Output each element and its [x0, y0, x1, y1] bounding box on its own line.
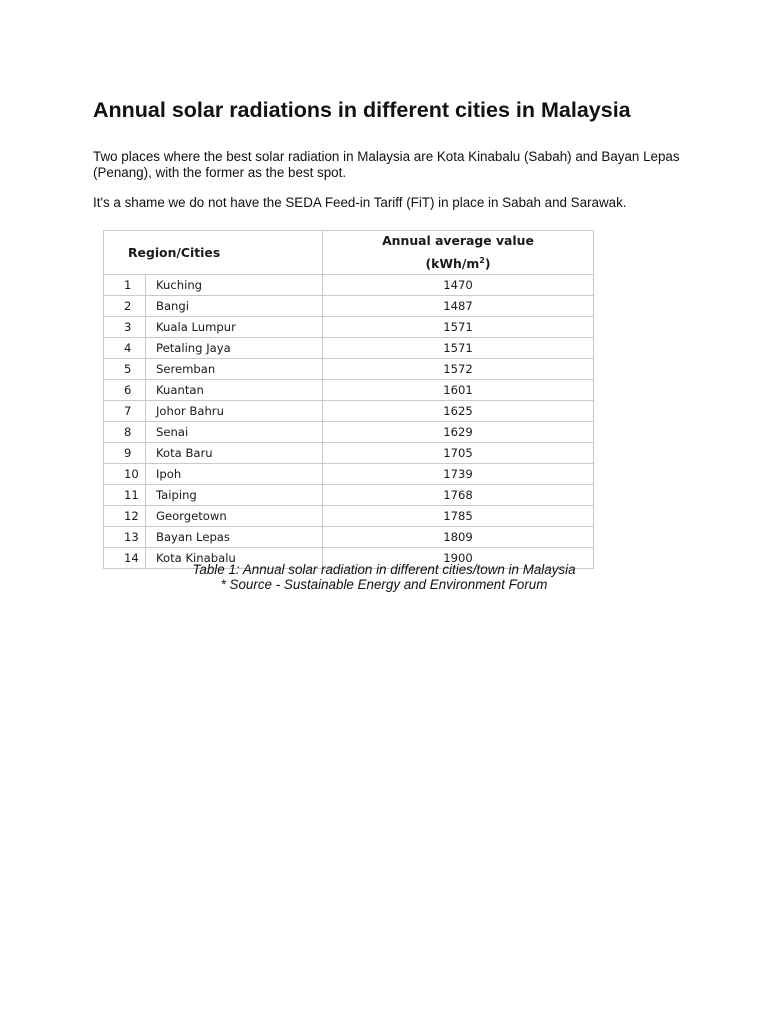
table-row [104, 506, 594, 527]
row-value: 1601 [323, 380, 594, 401]
row-number: 8 [104, 422, 146, 443]
table-row [104, 527, 594, 548]
row-value: 1768 [323, 485, 594, 506]
unit-label: $(kWh/m^2)$ [425, 256, 491, 272]
row-city: Bayan Lepas [146, 527, 323, 548]
row-city: Kuching [146, 275, 323, 296]
solar-radiation-table-image [103, 230, 593, 566]
row-number: 3 [104, 317, 146, 338]
row-value: 1739 [323, 464, 594, 485]
annual-average-header [323, 231, 594, 275]
intro-paragraph: Two places where the best solar radiation in Malaysia are Kota Kinabalu (Sabah) and Bayan Lepas (Penang), with the former as the best spot. [93, 149, 680, 180]
region-cities-header: Region/Cities [104, 231, 323, 275]
table-source: * Source - Sustainable Energy and Environment Forum [220, 577, 548, 592]
row-value: 1785 [323, 506, 594, 527]
row-value: 1571 [323, 317, 594, 338]
solar-radiation-table [103, 230, 594, 569]
table-row [104, 338, 594, 359]
row-city: Kuantan [146, 380, 323, 401]
row-number: 7 [104, 401, 146, 422]
unit-superscript: 2 [479, 256, 485, 265]
table-row [104, 275, 594, 296]
table-body [104, 275, 594, 569]
row-city: Kuala Lumpur [146, 317, 323, 338]
row-number: 2 [104, 296, 146, 317]
annual-average-label: Annual average value [382, 233, 534, 248]
table-caption: Table 1: Annual solar radiation in different cities/town in Malaysia [192, 562, 576, 577]
row-value: 1625 [323, 401, 594, 422]
row-value: 1705 [323, 443, 594, 464]
row-number: 14 [104, 548, 146, 569]
row-value: 1487 [323, 296, 594, 317]
table-row [104, 443, 594, 464]
table-row [104, 380, 594, 401]
row-city: Kota Baru [146, 443, 323, 464]
table-row [104, 296, 594, 317]
row-number: 6 [104, 380, 146, 401]
fit-paragraph: It's a shame we do not have the SEDA Feed-in Tariff (FiT) in place in Sabah and Sarawak. [93, 195, 627, 210]
row-city: Kota Kinabalu [146, 548, 323, 569]
row-value: 1571 [323, 338, 594, 359]
table-row [104, 485, 594, 506]
table-row [104, 422, 594, 443]
row-number: 1 [104, 275, 146, 296]
table-row [104, 317, 594, 338]
row-city: Taiping [146, 485, 323, 506]
row-value: 1809 [323, 527, 594, 548]
row-value: 1572 [323, 359, 594, 380]
row-city: Ipoh [146, 464, 323, 485]
row-city: Georgetown [146, 506, 323, 527]
row-number: 13 [104, 527, 146, 548]
page-title: Annual solar radiations in different cities in Malaysia [93, 98, 631, 122]
row-city: Johor Bahru [146, 401, 323, 422]
row-city: Seremban [146, 359, 323, 380]
row-number: 10 [104, 464, 146, 485]
table-row [104, 359, 594, 380]
row-number: 11 [104, 485, 146, 506]
table-row [104, 401, 594, 422]
row-value: 1900 [323, 548, 594, 569]
row-city: Senai [146, 422, 323, 443]
table-header-row [104, 231, 594, 275]
row-city: Bangi [146, 296, 323, 317]
row-number: 12 [104, 506, 146, 527]
row-city: Petaling Jaya [146, 338, 323, 359]
table-row [104, 464, 594, 485]
row-number: 9 [104, 443, 146, 464]
row-value: 1629 [323, 422, 594, 443]
row-number: 4 [104, 338, 146, 359]
row-number: 5 [104, 359, 146, 380]
row-value: 1470 [323, 275, 594, 296]
